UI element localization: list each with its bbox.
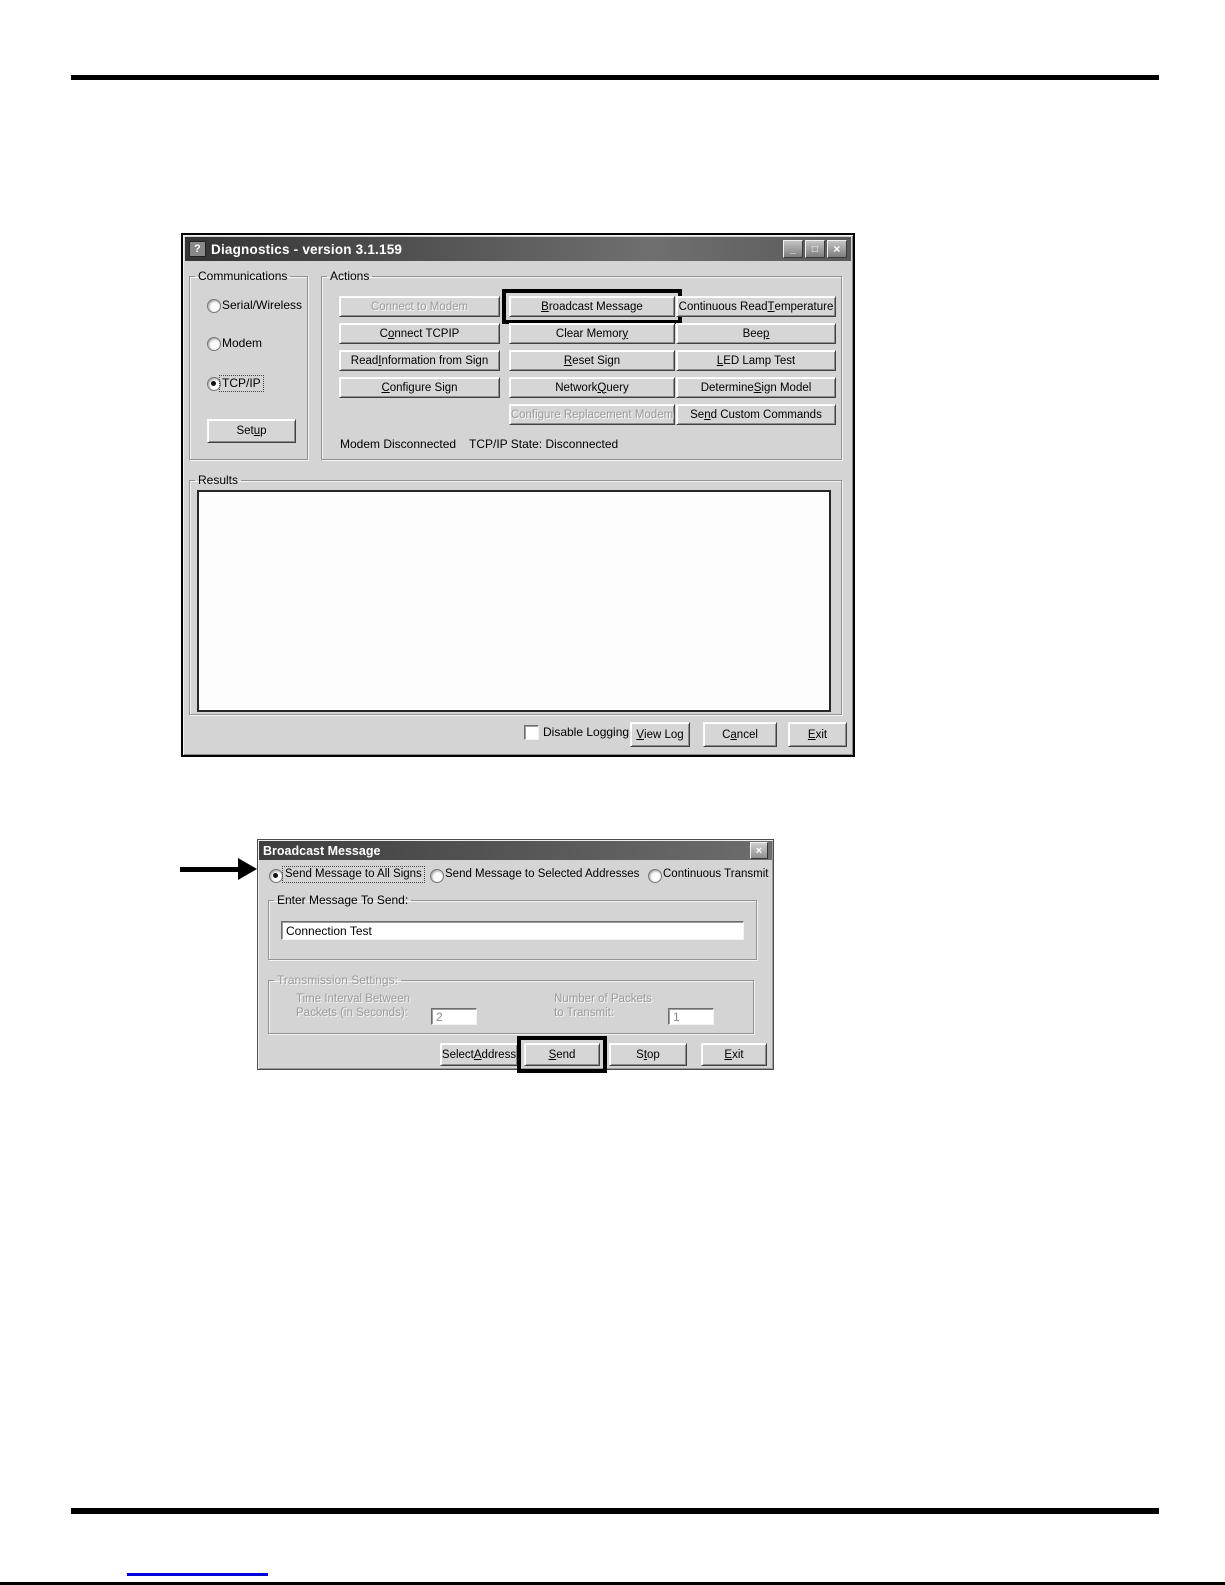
exit-button[interactable]: E xit — [788, 722, 847, 747]
callout-arrow-shaft — [180, 867, 240, 872]
dialog-title: Broadcast Message — [263, 843, 381, 858]
app-question-icon: ? — [189, 241, 206, 257]
setup-button[interactable]: Set u p — [207, 419, 296, 443]
communications-label: Communications — [198, 269, 288, 283]
clear-memory-button[interactable]: Clear Memor y — [509, 323, 675, 344]
modem-status-text: Modem Disconnected — [340, 437, 457, 451]
connect-tcpip-button[interactable]: C o nnect TCPIP — [339, 323, 500, 344]
connect-to-modem-button: Connect to Modem — [339, 296, 500, 317]
interval-input — [431, 1008, 477, 1025]
radio-all-signs[interactable] — [269, 869, 283, 883]
bottom-rule — [71, 1508, 1159, 1514]
radio-continuous-transmit[interactable] — [648, 869, 662, 883]
results-output-area[interactable] — [197, 490, 831, 712]
communications-group — [189, 271, 308, 460]
radio-selected-addresses[interactable] — [430, 869, 444, 883]
actions-group — [321, 271, 842, 460]
results-group — [189, 475, 842, 715]
results-label: Results — [198, 473, 239, 487]
transmission-settings-group — [268, 975, 754, 1034]
maximize-button[interactable]: □ — [805, 240, 825, 258]
determine-sign-model-button[interactable]: Determine S ign Model — [676, 377, 836, 398]
radio-tcpip-label: TCP/IP — [222, 376, 261, 390]
radio-continuous-transmit-label: Continuous Transmit — [663, 868, 769, 880]
diagnostics-window — [181, 233, 855, 757]
broadcast-message-button[interactable]: B roadcast Message — [509, 296, 675, 317]
send-button[interactable]: S end — [524, 1043, 600, 1066]
view-log-button[interactable]: V iew Log — [630, 722, 690, 747]
stop-button[interactable]: S t op — [609, 1043, 687, 1066]
exit-dialog-button[interactable]: E xit — [701, 1043, 767, 1066]
select-address-button[interactable]: Select A ddress — [440, 1043, 518, 1066]
send-custom-commands-button[interactable]: Se n d Custom Commands — [676, 404, 836, 425]
broadcast-message-dialog — [257, 839, 774, 1070]
radio-serial-wireless-label: Serial/Wireless — [222, 298, 303, 312]
led-lamp-test-button[interactable]: L ED Lamp Test — [676, 350, 836, 371]
minimize-button[interactable]: _ — [783, 240, 803, 258]
disable-logging-checkbox[interactable] — [524, 725, 539, 740]
continuous-read-temperature-button[interactable]: Continuous Read T emperature — [676, 296, 836, 317]
configure-sign-button[interactable]: C onfigure Sign — [339, 377, 500, 398]
beep-button[interactable]: Bee p — [676, 323, 836, 344]
cancel-button[interactable]: C a ncel — [703, 722, 777, 747]
radio-all-signs-label: Send Message to All Signs — [285, 868, 422, 880]
window-title: Diagnostics - version 3.1.159 — [211, 241, 403, 257]
packets-input — [668, 1008, 714, 1025]
disable-logging-label: Disable Logging — [543, 725, 630, 739]
message-input[interactable] — [281, 921, 744, 940]
dialog-close-icon[interactable]: × — [750, 842, 768, 859]
diagnostics-titlebar — [185, 237, 851, 261]
enter-message-label: Enter Message To Send: — [277, 893, 409, 907]
callout-arrow-icon — [238, 858, 257, 880]
radio-selected-addresses-label: Send Message to Selected Addresses — [445, 868, 640, 880]
close-button[interactable]: × — [827, 240, 847, 258]
top-rule — [71, 75, 1159, 80]
configure-replacement-modem-button: Configure Replacement Modem — [509, 404, 675, 425]
radio-modem-label: Modem — [222, 336, 263, 350]
radio-tcpip[interactable] — [207, 377, 221, 391]
packets-label: Number of Packets to Transmit: — [554, 993, 652, 1019]
network-query-button[interactable]: Network Q uery — [509, 377, 675, 398]
enter-message-group — [268, 895, 757, 960]
tcpip-status-text: TCP/IP State: Disconnected — [469, 437, 619, 451]
broadcast-titlebar — [259, 841, 772, 860]
radio-serial-wireless[interactable] — [207, 299, 221, 313]
read-information-from-sign-button[interactable]: Read I nformation from Sign — [339, 350, 500, 371]
transmission-settings-label: Transmission Settings: — [277, 973, 398, 987]
interval-label: Time Interval Between Packets (in Seconds): — [296, 993, 410, 1019]
radio-modem[interactable] — [207, 337, 221, 351]
actions-label: Actions — [330, 269, 370, 283]
footer-link-underline[interactable] — [127, 1573, 268, 1576]
reset-sign-button[interactable]: R eset Sign — [509, 350, 675, 371]
